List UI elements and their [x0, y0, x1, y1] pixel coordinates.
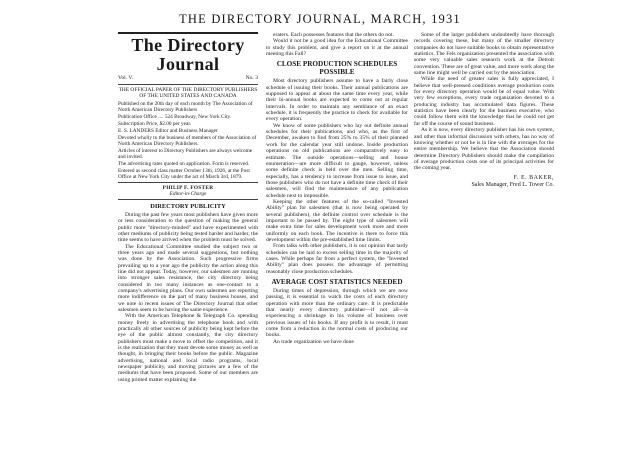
article-cost-statistics: [266, 288, 408, 345]
paragraph: During the past few years most publishers have given more or less consideration to the question of making the general public more "directory-minded" and have experimented with other mediums of publicity being tested harder and harder, the time seems to have arrived when the problem must be solved.: [118, 211, 258, 244]
publication-line: Published on the 20th day of each month by The Association of North American Directory Publishers: [118, 100, 253, 113]
masthead-top-rule: [118, 32, 258, 34]
column-middle: [266, 32, 408, 450]
running-head: THE DIRECTORY JOURNAL, MARCH, 1931: [179, 12, 461, 26]
paragraph: An trade organization we have done: [273, 338, 354, 345]
volume-row: [118, 75, 258, 82]
paragraph: Some of the larger publishers undoubtedly have thorough records covering these, but many of the smaller directory companies do not have suitable books to obtain representative statistics. The Fels organization presented the association with some very valuable sales research work at the Detroit convention. These are of great value, and more work along the same line might well be carried out by the association.: [414, 32, 554, 77]
section-title-cost-statistics: AVERAGE COST STATISTICS NEEDED: [271, 278, 403, 287]
paragraph: Would it not be a good idea for the Educational Committee to study this problem, and give a report on it at the annual meeting this Fall?: [266, 38, 408, 58]
article-cost-statistics-continued: [414, 32, 554, 172]
column-left: [118, 32, 258, 450]
paragraph: We know of some publishers who lay out definite annual schedules for their publications, and who, as the first of December, awaken to find from 25% to 35% of their planned work for the calendar year still undone. Inside production operations on old publications are comparatively easy to estimate. The outside operations—selling and house enumeration—are more difficult to gauge, however, unless some definite check is held over the men. Selling time, especially, has a tendency to increase from issue to issue, and those publishers who do not have a definite time check of their salesmen, will find the maintenance of any publication schedule next to impossible.: [266, 122, 408, 199]
staff-name: PHILIP F. FOSTER: [162, 184, 214, 191]
paragraph: Most directory publishers assume to have a fairly close schedule of issuing their books. Their annual publications are supposed to appear at about the same time every year, while their bi-annual books are expected to come out at regular intervals. In order to maintain any semblance of an exact schedule, it is frequently the practice to check for available for every operation.: [266, 78, 408, 123]
masthead-divider: [118, 84, 258, 85]
section-divider: [118, 199, 258, 200]
paragraph: While the need of greater sales is fully appreciated, I believe that well-pressed conditions average production costs for every directory operation would be of equal value. With very few exceptions, every trade organization devoted to a producing industry has accumulated data figures. These statistics have been clearly for the business executive, who could follow them with the knowledge that he could not get far off the course of sound business.: [414, 76, 554, 127]
official-paper-line: THE OFFICIAL PAPER OF THE DIRECTORY PUBLISHERS OF THE UNITED STATES AND CANADA: [118, 86, 258, 99]
article-production-schedules: [266, 78, 408, 275]
publication-line: Entered as second class matter October 13th, 1926, at the Post Office at New York City under the act of March 3rd, 1879.: [118, 167, 250, 180]
article-continuation: [266, 32, 408, 57]
publication-line: E. S. LANDERS Editor and Business Manager: [118, 127, 218, 134]
article-directory-publicity: [118, 212, 258, 383]
publication-line: Publication Office .... 524 Broadway, New York City.: [118, 113, 232, 120]
publication-line: Articles of interest to Directory Publishers are always welcome and invited.: [118, 147, 253, 160]
staff-divider: [118, 182, 258, 183]
signoff-name: F. E. BAKER,: [513, 174, 554, 181]
publication-info: [118, 101, 258, 180]
signoff-title: Sales Manager, Fred L. Tower Co.: [471, 181, 554, 188]
section-title-directory-publicity: DIRECTORY PUBLICITY: [150, 202, 226, 210]
paragraph: As it is now, every directory publisher has his own system, and other than informal discussion with others, has no way of knowing whether or not he is in line with the averages for the entire membership. We believe that the Association should determine Directory Publishers should make the compilation of average production costs one of its principal activities for the coming year.: [414, 127, 554, 172]
volume-label: Vol. V.: [118, 75, 134, 81]
paragraph: From talks with other publishers, it is our opinion that tardy schedules can be laid to excess selling time in the majority of cases. While perhaps far from a perfect system, the "Invested Ability" plan does possess the advantage of permitting reasonably close production schedules.: [266, 243, 408, 275]
masthead-title: The Directory Journal: [131, 35, 245, 74]
column-right: [414, 32, 554, 450]
paragraph: During times of depression, through which we are now passing, it is essential to watch the costs of each directory operation with more than the ordinary care. It is predictable that nearly every directory publisher—if not all—is experiencing a shrinkage in his volume of business over previous issues of his books. If any profit is to result, it must come from a reduction in the normal costs of producing our books.: [266, 288, 408, 339]
section-title-production-schedules: CLOSE PRODUCTION SCHEDULES POSSIBLE: [276, 60, 398, 77]
paragraph: Keeping the other features of the so-called "Invested Ability" plan for salesmen (that is now being operated by several publishers), the definite control over schedule is the important to be passed by. The eight type of salesmen will make extra time for sales development work more and more uniformly on each book. The incentive is there to force this development within the pre-established time limits.: [266, 198, 408, 243]
paragraph: eraters. Each possesses features that the others do not.: [273, 32, 394, 38]
staff-role: Editor-in-Charge: [169, 190, 207, 197]
publication-line: Subscription Price, $2.00 per year.: [118, 120, 192, 127]
publication-line: The advertising rates quoted on application. Form is reserved.: [118, 160, 250, 167]
paragraph: With the American Telephone & Telegraph Co. spending money freely in advertising the telephone book and with practically all other sources of publicity being kept before the eye of the public almost constantly, the city directory publishers must make a move to offset the competition, and it is the realization that they must devote some money as well as thought, in bringing their books before the public. Magazine advertising, national and local radio programs, local newspaper publicity, and moving pictures are a few of the mediums that have been proposed. Some of our members are using printed matter explaining the: [118, 313, 258, 383]
paragraph: The Educational Committee studied the subject two or three years ago and made several suggestions, but nothing was done by the Association. Such progressive firms prevailing up to a year ago the publicity the action along this line did not appear. Today, however, our salesmen are running into stronger sales resistance, the city directory being considered in too many instances as one-contact to a company's advertising plans. Our own salesmen are reporting more indifference on the part of many business houses, and we note in recent issues of The Directory Journal that other salesmen seem to be having the same experience.: [118, 243, 258, 314]
publication-line: Devoted wholly to the business of members of the Association of North American Directory Publishers.: [118, 134, 257, 147]
issue-number: No. 3: [245, 75, 258, 81]
